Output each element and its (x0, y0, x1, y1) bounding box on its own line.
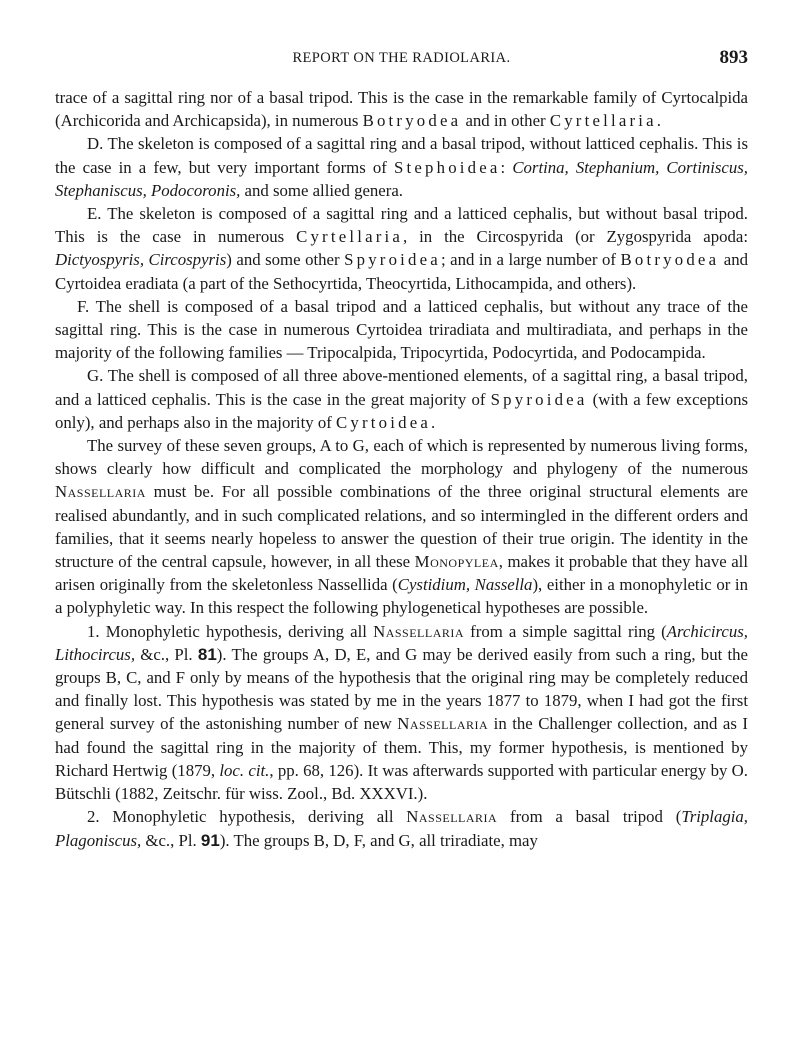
text-run: &c., Pl. (135, 644, 198, 664)
text-run: from a basal tripod ( (497, 807, 682, 827)
paragraph-group-d (55, 132, 748, 202)
paragraph-group-f (55, 295, 748, 365)
document-page (55, 44, 748, 852)
text-run: : (500, 157, 513, 177)
text-run: ) and some other (226, 250, 345, 270)
genera-italic: Triplagia, Plagoniscus, (55, 807, 748, 850)
taxon-spaced: Botryodea (620, 250, 720, 270)
text-run: from a simple sagittal ring ( (464, 621, 667, 641)
running-header (55, 44, 748, 72)
paragraph-group-e (55, 202, 748, 295)
taxon-spaced: Stephoidea (393, 157, 501, 177)
plate-reference: 91 (200, 830, 220, 850)
paragraph-hypothesis-2 (55, 805, 748, 851)
taxon-spaced: Cyrtoidea (336, 412, 432, 432)
text-run: ). The groups B, D, F, and G, all triradiate, may (219, 830, 538, 850)
citation-italic: loc. cit. (219, 760, 270, 780)
taxon-spaced: Botryodea (362, 111, 462, 131)
text-run: . (431, 412, 436, 432)
text-run: and in other (461, 111, 550, 131)
text-run: and Cyrtoidea eradiata (a part of the Sethocyrtida, Theocyrtida, Lithocampida, and others). (55, 250, 748, 293)
genera-italic: Cystidium, Nassella (397, 575, 533, 595)
text-run: trace of a sagittal ring nor of a basal tripod. This is the case in the remarkable family of Cyrtocalpida (Archicorida and Archicapsida), in numerous (55, 88, 748, 131)
taxon-smallcaps: Monopylea (414, 552, 499, 572)
text-run: , in the Circospyrida (or Zygospyrida apoda: (403, 227, 749, 247)
paragraph-group-g (55, 364, 748, 434)
genera-italic: Cortina, Stephanium, Cortiniscus, Stephaniscus, Podocoronis, (55, 157, 748, 200)
genera-italic: Dictyospyris, Circospyris (55, 250, 227, 270)
page-number: 893 (719, 47, 748, 68)
running-title: REPORT ON THE RADIOLARIA. (292, 50, 511, 66)
paragraph-survey (55, 434, 748, 620)
taxon-smallcaps: Nassellaria (406, 807, 498, 827)
taxon-spaced: Spyroidea (344, 250, 441, 270)
text-run: ). The groups A, D, E, and G may be derived easily from such a ring, but the groups B, C, and F only by means of the hypothesis that the original ring may be completely reduced and finally lost. This hypothesis was stated by me in the years 1877 to 1879, when I had got the first general survey of the astonishing number of new (55, 644, 749, 734)
text-run: 2. Monophyletic hypothesis, deriving all (87, 807, 407, 827)
paragraph-continuation (55, 86, 748, 132)
text-run: in the Challenger collection, and as I had found the sagittal ring in the majority of them. This, my former hypothesis, is mentioned by Richard Hertwig (1879, (55, 714, 748, 780)
text-run: G. The shell is composed of all three above-mentioned elements, of a sagittal ring, a basal tripod, and a latticed cephalis. This is the case in the great majority of (55, 366, 748, 409)
plate-reference: 81 (197, 644, 217, 664)
text-run: 1. Monophyletic hypothesis, deriving all (87, 621, 374, 641)
text-run: and some allied genera. (240, 180, 403, 200)
paragraph-hypothesis-1 (55, 620, 748, 806)
text-run: , pp. 68, 126). It was afterwards supported with particular energy by O. Bütschli (1882, Zeitschr. für wiss. Zool., Bd. XXXVI.). (55, 760, 748, 804)
genera-italic: Archicircus, Lithocircus, (55, 621, 748, 664)
text-run: ), either in a monophyletic or in a polyphyletic way. In this respect the following phylogenetical hypotheses are possible. (55, 575, 748, 618)
text-run: D. The skeleton is composed of a sagittal ring and a basal tripod, without latticed cephalis. This is the case in a few, but very important forms of (55, 134, 748, 177)
text-run: The survey of these seven groups, A to G, each of which is represented by numerous living forms, shows clearly how difficult and complicated the morphology and phylogeny of the numerous (55, 436, 748, 479)
text-run: , makes it probable that they have all arisen originally from the skeletonless Nassellida ( (55, 552, 749, 595)
text-run: &c., Pl. (141, 830, 201, 850)
text-run: E. The skeleton is composed of a sagittal ring and a latticed cephalis, but without basal tripod. This is the case in numerous (55, 204, 748, 247)
taxon-smallcaps: Nassellaria (55, 482, 146, 502)
taxon-spaced: Cyrtellaria (549, 111, 657, 131)
text-run: (with a few exceptions only), and perhaps also in the majority of (55, 389, 748, 432)
taxon-spaced: Spyroidea (490, 389, 588, 409)
text-run: must be. For all possible combinations of the three original structural elements are realised abundantly, and in such complicated relations, and so intermingled in the different orders and families, that it seems nearly hopeless to answer the question of their true origin. The identity in the structure of the central capsule, however, in all these (55, 482, 748, 572)
text-run: ; and in a large number of (440, 250, 621, 270)
taxon-smallcaps: Nassellaria (397, 714, 489, 734)
body-text (55, 86, 748, 852)
text-run: F. The shell is composed of a basal tripod and a latticed cephalis, but without any trace of the sagittal ring. This is the case in numerous Cyrtoidea triradiata and multiradiata, and perhaps in the majority of the following families — Tripocalpida, Tripocyrtida, Podocyrtida, and Podocampida. (55, 296, 748, 363)
taxon-spaced: Cyrtellaria (296, 227, 404, 247)
text-run: . (656, 111, 661, 131)
taxon-smallcaps: Nassellaria (373, 621, 465, 641)
